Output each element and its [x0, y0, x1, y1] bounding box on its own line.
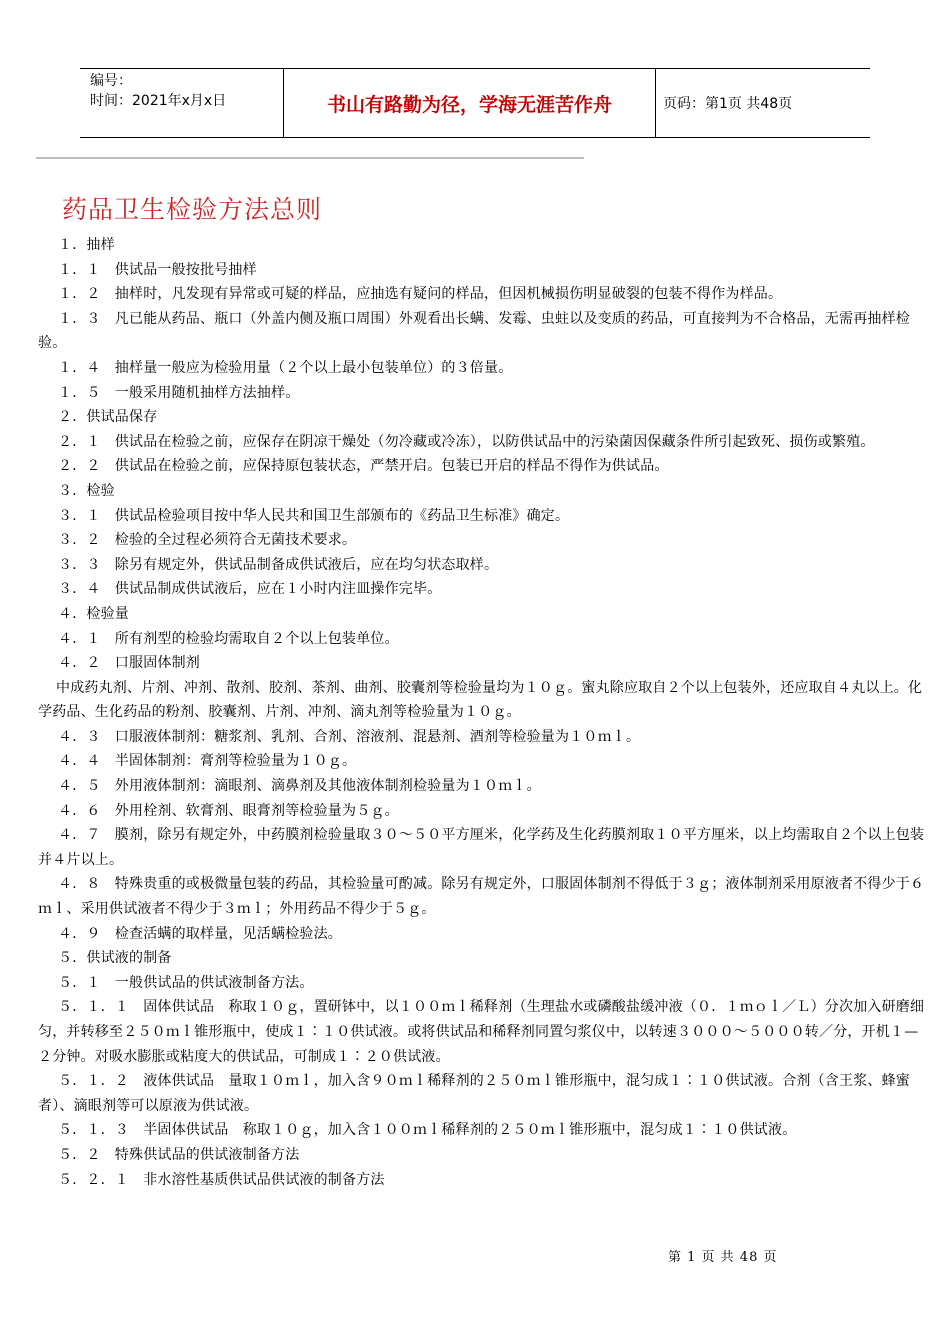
- header-date: 时间：2021年x月x日: [90, 93, 227, 109]
- paragraph: ５．１ 一般供试品的供试液制备方法。: [58, 974, 314, 991]
- page-footer: 第 1 页 共 48 页: [668, 1250, 778, 1265]
- paragraph: １．３ 凡已能从药品、瓶口（外盖内侧及瓶口周围）外观看出长螨、发霉、虫蛀以及变质的药品，可直接判为不合格品，无需再抽样检验。: [38, 310, 910, 352]
- paragraph: ４．２ 口服固体制剂: [58, 655, 200, 672]
- paragraph: ４．９ 检查活螨的取样量，见活螨检验法。: [58, 925, 342, 942]
- header-motto: 书山有路勤为径，学海无涯苦作舟: [283, 69, 656, 137]
- paragraph: ３．检验: [58, 482, 115, 499]
- paragraph: ４．５ 外用液体制剂：滴眼剂、滴鼻剂及其他液体制剂检验量为１０ｍｌ。: [58, 778, 541, 795]
- paragraph: ４．７ 膜剂，除另有规定外，中药膜剂检验量取３０～５０平方厘米，化学药及生化药膜剂取１０平方厘米，以上均需取自２个以上包装并４片以上。: [38, 827, 925, 868]
- paragraph: ３．２ 检验的全过程必须符合无菌技术要求。: [58, 532, 357, 549]
- paragraph: 中成药丸剂、片剂、冲剂、散剂、胶剂、茶剂、曲剂、胶囊剂等检验量均为１０ｇ。蜜丸除应取自２个以上包装外，还应取自４丸以上。化学药品、生化药品的粉剂、胶囊剂、片剂、冲剂、滴丸剂等检验量为１０ｇ。: [38, 679, 923, 721]
- paragraph: ５．２．１ 非水溶性基质供试品供试液的制备方法: [58, 1171, 385, 1188]
- paragraph: ３．３ 除另有规定外，供试品制备成供试液后，应在均匀状态取样。: [58, 556, 499, 573]
- paragraph: ２．２ 供试品在检验之前，应保持原包装状态，严禁开启。包装已开启的样品不得作为供试品。: [58, 458, 669, 475]
- paragraph: ５．１．１ 固体供试品 称取１０ｇ，置研钵中，以１００ｍｌ稀释剂（生理盐水或磷酸盐缓冲液（０．１ｍｏｌ／Ｌ）分次加入研磨细匀，并转移至２５０ｍｌ锥形瓶中，使成１∶１０供试液。或将供试品和稀释剂同置匀浆仪中，以转速３０００～５０００转／分，开机１—２分钟。对吸水膨胀或粘度大的供试品，可制成１∶２０供试液。: [38, 999, 925, 1065]
- document-body: [38, 233, 928, 1192]
- paragraph: ４．３ 口服液体制剂：糖浆剂、乳剂、合剂、溶液剂、混悬剂、酒剂等检验量为１０ｍｌ。: [58, 728, 641, 745]
- header-page-info: 页码：第1页 共48页: [663, 96, 793, 112]
- paragraph: ４．６ 外用栓剂、软膏剂、眼膏剂等检验量为５ｇ。: [58, 802, 399, 819]
- paragraph: ２．供试品保存: [58, 409, 158, 426]
- divider-rule: [36, 157, 584, 159]
- paragraph: ５．１．２ 液体供试品 量取１０ｍｌ，加入含９０ｍｌ稀释剂的２５０ｍｌ锥形瓶中，混匀成１∶１０供试液。合剂（含王浆、蜂蜜者）、滴眼剂等可以原液为供试液。: [38, 1073, 910, 1114]
- header-number-label: 编号：: [90, 73, 132, 89]
- paragraph: ５．２ 特殊供试品的供试液制备方法: [58, 1146, 300, 1163]
- paragraph: ５．供试液的制备: [58, 950, 172, 967]
- header-meta: [80, 69, 283, 137]
- paragraph: ３．４ 供试品制成供试液后，应在１小时内注皿操作完毕。: [58, 581, 442, 598]
- document-header: [80, 68, 870, 138]
- paragraph: １．１ 供试品一般按批号抽样: [58, 261, 257, 278]
- paragraph: ２．１ 供试品在检验之前，应保存在阴凉干燥处（勿冷藏或冷冻），以防供试品中的污染菌因保藏条件所引起致死、损伤或繁殖。: [58, 433, 875, 450]
- paragraph: １．５ 一般采用随机抽样方法抽样。: [58, 384, 300, 401]
- paragraph: ４．１ 所有剂型的检验均需取自２个以上包装单位。: [58, 630, 399, 647]
- paragraph: ４．４ 半固体制剂：膏剂等检验量为１０ｇ。: [58, 753, 357, 770]
- paragraph: ５．１．３ 半固体供试品 称取１０ｇ，加入含１００ｍｌ稀释剂的２５０ｍｌ锥形瓶中，混匀成１∶１０供试液。: [58, 1122, 797, 1139]
- paragraph: ４．检验量: [58, 605, 129, 622]
- paragraph: １．抽样: [58, 237, 115, 253]
- paragraph: ４．８ 特殊贵重的或极微量包装的药品，其检验量可酌减。除另有规定外，口服固体制剂不得低于３ｇ；液体制剂采用原液者不得少于６ｍｌ、采用供试液者不得少于３ｍｌ；外用药品不得少于５ｇ。: [38, 876, 925, 918]
- document-title: 药品卫生检验方法总则: [62, 195, 323, 224]
- paragraph: ３．１ 供试品检验项目按中华人民共和国卫生部颁布的《药品卫生标准》确定。: [58, 507, 570, 524]
- paragraph: １．２ 抽样时，凡发现有异常或可疑的样品，应抽选有疑问的样品，但因机械损伤明显破裂的包装不得作为样品。: [58, 286, 783, 303]
- paragraph: １．４ 抽样量一般应为检验用量（２个以上最小包装单位）的３倍量。: [58, 359, 513, 376]
